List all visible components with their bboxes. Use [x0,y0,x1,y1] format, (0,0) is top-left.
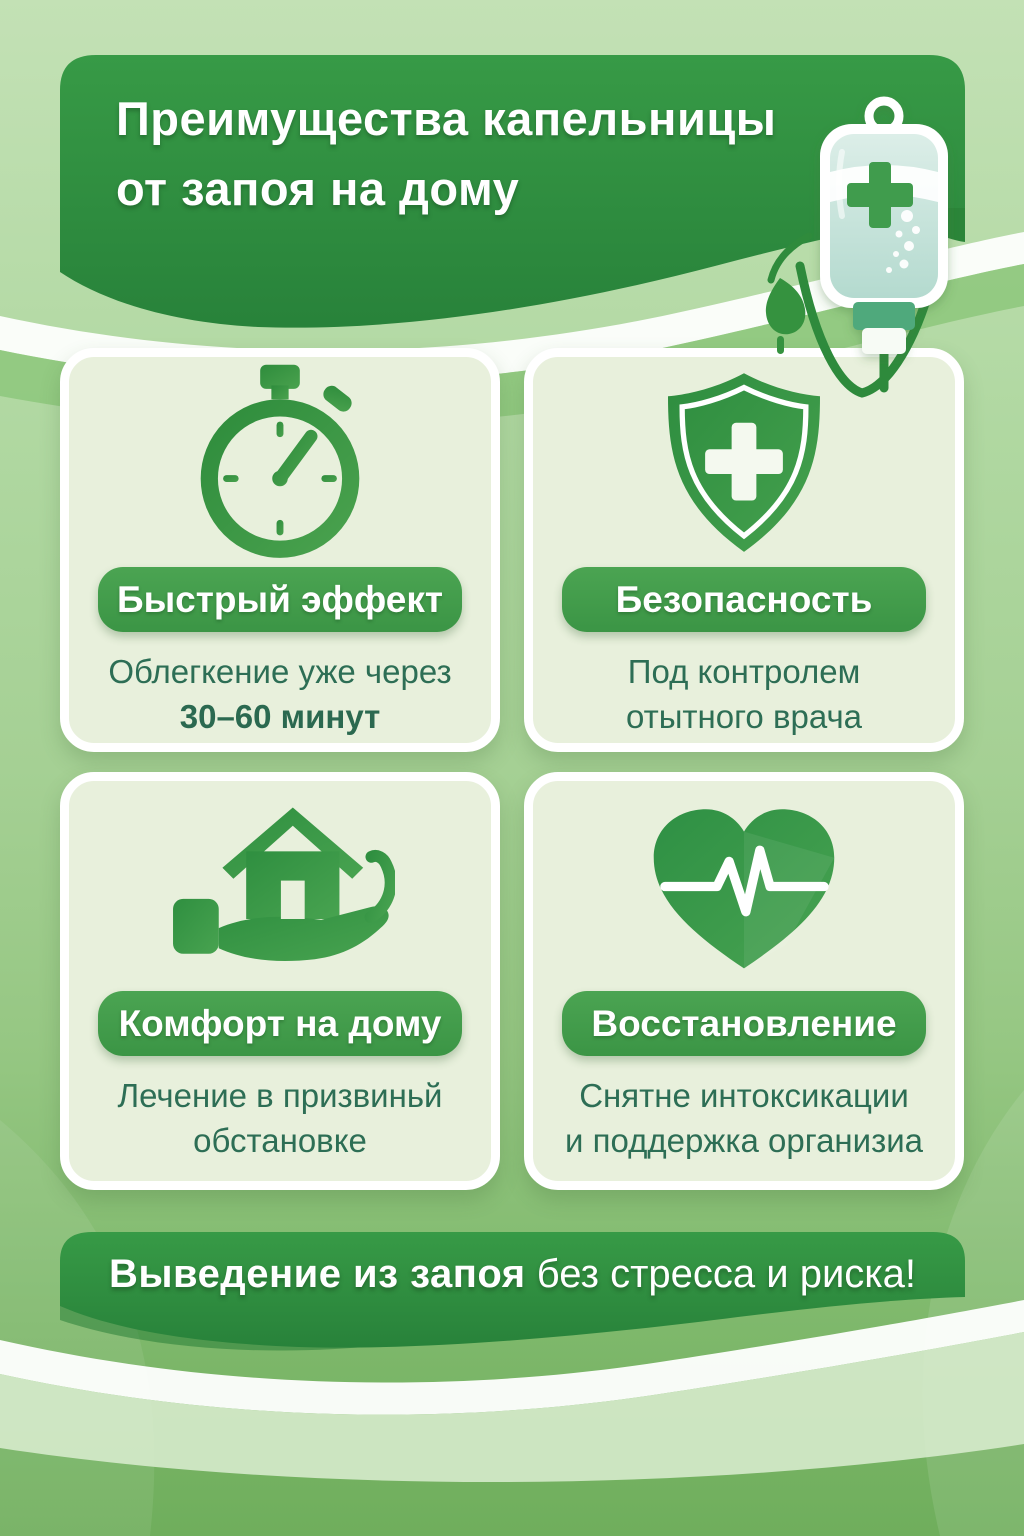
card-body-line1: Облегкение уже через [108,653,452,690]
card-body [626,649,862,739]
card-body-line1: Снятне интоксикации [579,1077,909,1114]
card-title-pill [98,567,462,632]
card-title: Быстрый эффект [116,578,444,620]
card-fast-effect [60,348,500,752]
card-body [118,1073,443,1163]
card-body-line1: Лечение в призвиньй [117,1077,443,1114]
footer-slogan-regular: без стресса и риска! [536,1252,917,1296]
card-title: Комфорт на дому [118,1002,442,1044]
card-comfort [60,772,500,1190]
card-safety [524,348,964,752]
card-title-pill [562,567,926,632]
card-body [565,1073,923,1163]
card-body [108,649,451,739]
title-line-2: от запоя на дому [116,162,520,215]
page-title [116,84,776,224]
card-body-line2: и поддержка организиа [564,1122,924,1159]
title-line-1: Преимущества капельницы [116,92,777,145]
heart-pulse-icon [637,796,851,978]
card-title: Безопасность [615,578,873,620]
card-body-line2: отытного врача [625,698,863,735]
shield-cross-icon [655,368,833,558]
card-body-line1: Под контролем [627,653,861,690]
footer-slogan-bold: Выведение из запоя [108,1252,526,1296]
stopwatch-icon [187,363,373,563]
card-icon-area [187,363,373,563]
card-title-pill [98,991,462,1056]
card-body-line2: обстановке [193,1122,367,1159]
house-in-hand-icon [165,791,395,983]
card-icon-area [165,787,395,987]
card-title: Восстановление [591,1002,897,1044]
card-title-pill [562,991,926,1056]
card-recovery [524,772,964,1190]
card-icon-area [637,787,851,987]
footer-slogan [60,1252,965,1297]
card-icon-area [655,363,833,563]
card-body-line2: 30–60 минут [179,698,381,735]
